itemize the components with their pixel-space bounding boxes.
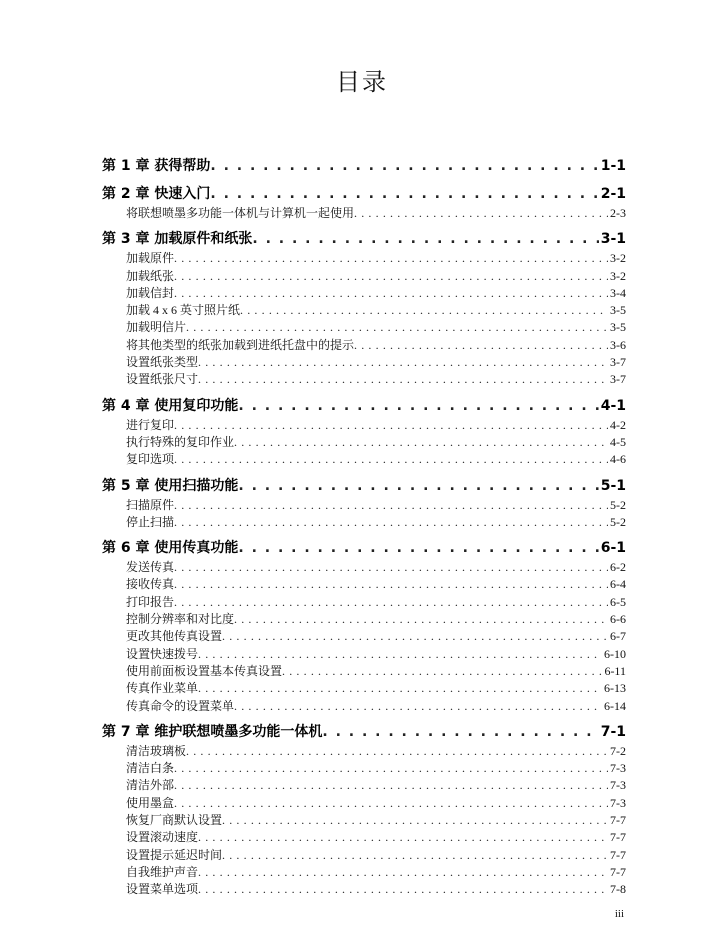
section-title: 设置滚动速度 bbox=[126, 830, 199, 845]
chapter-title: 第 1 章 获得帮助 bbox=[102, 158, 211, 174]
chapter-title: 第 4 章 使用复印功能 bbox=[102, 397, 239, 414]
toc-section-entry[interactable] bbox=[102, 250, 626, 267]
dot-leader bbox=[238, 476, 598, 497]
section-page-number: 4-6 bbox=[610, 452, 626, 467]
chapter-title: 第 7 章 维护联想喷墨多功能一体机 bbox=[102, 723, 323, 740]
toc-section-entry[interactable] bbox=[102, 417, 626, 434]
toc-section-entry[interactable] bbox=[102, 371, 626, 388]
page-title: 目录 bbox=[336, 68, 388, 96]
section-title: 清洁白条 bbox=[126, 761, 175, 776]
dot-leader bbox=[252, 229, 598, 250]
toc-section-entry[interactable] bbox=[102, 514, 626, 531]
toc-section-entry[interactable] bbox=[102, 354, 626, 371]
dot-leader bbox=[174, 594, 608, 611]
toc-section-entry[interactable] bbox=[102, 576, 626, 593]
toc-section-entry[interactable] bbox=[102, 663, 626, 680]
dot-leader bbox=[174, 514, 608, 531]
dot-leader bbox=[174, 559, 608, 576]
table-of-contents bbox=[102, 156, 626, 906]
section-page-number: 7-7 bbox=[610, 847, 626, 862]
section-title: 进行复印 bbox=[126, 417, 175, 432]
toc-chapter-entry[interactable] bbox=[102, 229, 626, 250]
section-page-number: 6-11 bbox=[604, 663, 626, 678]
section-page-number: 7-7 bbox=[610, 830, 626, 845]
section-title: 传真命令的设置菜单 bbox=[126, 698, 235, 713]
section-page-number: 7-8 bbox=[610, 882, 626, 897]
dot-leader bbox=[282, 663, 602, 680]
toc-chapter-entry[interactable] bbox=[102, 722, 626, 743]
section-page-number: 7-3 bbox=[610, 761, 626, 776]
section-page-number: 6-14 bbox=[604, 698, 626, 713]
dot-leader bbox=[174, 795, 608, 812]
dot-leader bbox=[222, 812, 608, 829]
section-page-number: 6-2 bbox=[610, 560, 626, 575]
section-title: 复印选项 bbox=[126, 452, 175, 467]
section-page-number: 7-3 bbox=[610, 778, 626, 793]
section-page-number: 2-3 bbox=[610, 206, 626, 220]
section-page-number: 3-5 bbox=[610, 320, 626, 335]
toc-chapter-entry[interactable] bbox=[102, 184, 626, 205]
dot-leader bbox=[174, 777, 608, 794]
toc-chapter bbox=[102, 396, 626, 469]
toc-section-entry[interactable] bbox=[102, 559, 626, 576]
dot-leader bbox=[234, 434, 608, 451]
section-title: 加载明信片 bbox=[126, 320, 187, 335]
dot-leader bbox=[198, 829, 608, 846]
toc-chapter-entry[interactable] bbox=[102, 476, 626, 497]
section-page-number: 4-2 bbox=[610, 417, 626, 432]
toc-chapter bbox=[102, 156, 626, 177]
section-page-number: 3-7 bbox=[610, 355, 626, 370]
chapter-title: 第 5 章 使用扫描功能 bbox=[102, 477, 239, 494]
toc-section-entry[interactable] bbox=[102, 812, 626, 829]
section-page-number: 4-5 bbox=[610, 434, 626, 449]
section-title: 加载信封 bbox=[126, 285, 175, 300]
section-page-number: 3-4 bbox=[610, 285, 626, 300]
toc-chapter bbox=[102, 476, 626, 532]
section-title: 加载 4 x 6 英寸照片纸 bbox=[126, 303, 241, 318]
section-title: 清洁玻璃板 bbox=[126, 743, 187, 758]
dot-leader bbox=[174, 268, 608, 285]
section-title: 传真作业菜单 bbox=[126, 681, 199, 696]
dot-leader bbox=[322, 722, 598, 743]
section-page-number: 5-2 bbox=[610, 514, 626, 529]
toc-chapter bbox=[102, 722, 626, 899]
toc-section-entry[interactable] bbox=[102, 777, 626, 794]
dot-leader bbox=[198, 646, 602, 663]
toc-section-entry[interactable] bbox=[102, 628, 626, 645]
toc-section-entry[interactable] bbox=[102, 205, 626, 222]
toc-chapter-entry[interactable] bbox=[102, 396, 626, 417]
dot-leader bbox=[198, 864, 608, 881]
section-title: 将联想喷墨多功能一体机与计算机一起使用 bbox=[126, 206, 355, 220]
dot-leader bbox=[174, 497, 608, 514]
section-page-number: 3-2 bbox=[610, 268, 626, 283]
dot-leader bbox=[174, 250, 608, 267]
toc-section-entry[interactable] bbox=[102, 795, 626, 812]
dot-leader bbox=[238, 396, 598, 417]
dot-leader bbox=[210, 156, 598, 177]
section-title: 设置菜单选项 bbox=[126, 882, 199, 897]
section-title: 设置纸张尺寸 bbox=[126, 372, 199, 387]
section-title: 停止扫描 bbox=[126, 514, 175, 529]
section-page-number: 3-5 bbox=[610, 303, 626, 318]
toc-section-entry[interactable] bbox=[102, 594, 626, 611]
section-page-number: 6-13 bbox=[604, 681, 626, 696]
dot-leader bbox=[186, 319, 608, 336]
dot-leader bbox=[198, 680, 602, 697]
page-number: iii bbox=[614, 908, 624, 920]
dot-leader bbox=[222, 847, 608, 864]
section-title: 扫描原件 bbox=[126, 497, 175, 512]
dot-leader bbox=[186, 743, 608, 760]
toc-section-entry[interactable] bbox=[102, 680, 626, 697]
dot-leader bbox=[174, 285, 608, 302]
toc-section-entry[interactable] bbox=[102, 829, 626, 846]
dot-leader bbox=[198, 881, 608, 898]
section-page-number: 7-7 bbox=[610, 813, 626, 828]
section-page-number: 3-6 bbox=[610, 337, 626, 352]
toc-section-entry[interactable] bbox=[102, 611, 626, 628]
dot-leader bbox=[198, 371, 608, 388]
section-page-number: 6-6 bbox=[610, 612, 626, 627]
dot-leader bbox=[234, 698, 602, 715]
chapter-page-number: 4-1 bbox=[600, 397, 626, 414]
section-title: 更改其他传真设置 bbox=[126, 629, 223, 644]
dot-leader bbox=[174, 417, 608, 434]
toc-section-entry[interactable] bbox=[102, 285, 626, 302]
section-title: 将其他类型的纸张加载到进纸托盘中的提示 bbox=[126, 337, 355, 352]
chapter-page-number: 7-1 bbox=[600, 723, 626, 740]
section-title: 加载纸张 bbox=[126, 268, 175, 283]
toc-section-entry[interactable] bbox=[102, 743, 626, 760]
toc-section-entry[interactable] bbox=[102, 302, 626, 319]
section-title: 打印报告 bbox=[126, 594, 175, 609]
toc-chapter bbox=[102, 538, 626, 715]
section-title: 控制分辨率和对比度 bbox=[126, 612, 235, 627]
section-title: 使用墨盒 bbox=[126, 795, 175, 810]
toc-section-entry[interactable] bbox=[102, 434, 626, 451]
chapter-page-number: 5-1 bbox=[600, 477, 626, 494]
dot-leader bbox=[174, 760, 608, 777]
dot-leader bbox=[174, 451, 608, 468]
chapter-title: 第 2 章 快速入门 bbox=[102, 186, 211, 202]
toc-section-entry[interactable] bbox=[102, 646, 626, 663]
dot-leader bbox=[354, 337, 608, 354]
chapter-page-number: 1-1 bbox=[600, 158, 626, 174]
toc-chapter bbox=[102, 184, 626, 222]
chapter-page-number: 3-1 bbox=[600, 231, 626, 248]
toc-section-entry[interactable] bbox=[102, 497, 626, 514]
section-page-number: 7-7 bbox=[610, 864, 626, 879]
section-page-number: 6-7 bbox=[610, 629, 626, 644]
section-title: 接收传真 bbox=[126, 577, 175, 592]
section-page-number: 3-7 bbox=[610, 372, 626, 387]
dot-leader bbox=[240, 302, 608, 319]
dot-leader bbox=[238, 538, 598, 559]
section-title: 执行特殊的复印作业 bbox=[126, 434, 235, 449]
chapter-page-number: 2-1 bbox=[600, 186, 626, 202]
chapter-page-number: 6-1 bbox=[600, 540, 626, 557]
section-title: 加载原件 bbox=[126, 251, 175, 266]
dot-leader bbox=[354, 205, 608, 222]
toc-section-entry[interactable] bbox=[102, 847, 626, 864]
dot-leader bbox=[174, 576, 608, 593]
section-title: 清洁外部 bbox=[126, 778, 175, 793]
section-title: 使用前面板设置基本传真设置 bbox=[126, 663, 283, 678]
section-title: 设置纸张类型 bbox=[126, 355, 199, 370]
toc-chapter-entry[interactable] bbox=[102, 156, 626, 177]
dot-leader bbox=[234, 611, 608, 628]
section-title: 设置提示延迟时间 bbox=[126, 847, 223, 862]
section-title: 自我维护声音 bbox=[126, 864, 199, 879]
toc-section-entry[interactable] bbox=[102, 268, 626, 285]
toc-chapter-entry[interactable] bbox=[102, 538, 626, 559]
dot-leader bbox=[210, 184, 598, 205]
section-page-number: 6-4 bbox=[610, 577, 626, 592]
section-title: 设置快速拨号 bbox=[126, 646, 199, 661]
chapter-title: 第 6 章 使用传真功能 bbox=[102, 540, 239, 557]
section-page-number: 6-10 bbox=[604, 646, 626, 661]
toc-section-entry[interactable] bbox=[102, 337, 626, 354]
toc-section-entry[interactable] bbox=[102, 760, 626, 777]
section-page-number: 7-2 bbox=[610, 743, 626, 758]
toc-section-entry[interactable] bbox=[102, 698, 626, 715]
section-page-number: 6-5 bbox=[610, 594, 626, 609]
section-page-number: 7-3 bbox=[610, 795, 626, 810]
toc-section-entry[interactable] bbox=[102, 881, 626, 898]
dot-leader bbox=[198, 354, 608, 371]
dot-leader bbox=[222, 628, 608, 645]
section-page-number: 3-2 bbox=[610, 251, 626, 266]
toc-section-entry[interactable] bbox=[102, 319, 626, 336]
section-page-number: 5-2 bbox=[610, 497, 626, 512]
section-title: 发送传真 bbox=[126, 560, 175, 575]
chapter-title: 第 3 章 加载原件和纸张 bbox=[102, 231, 253, 248]
toc-chapter bbox=[102, 229, 626, 388]
toc-section-entry[interactable] bbox=[102, 864, 626, 881]
toc-section-entry[interactable] bbox=[102, 451, 626, 468]
section-title: 恢复厂商默认设置 bbox=[126, 813, 223, 828]
